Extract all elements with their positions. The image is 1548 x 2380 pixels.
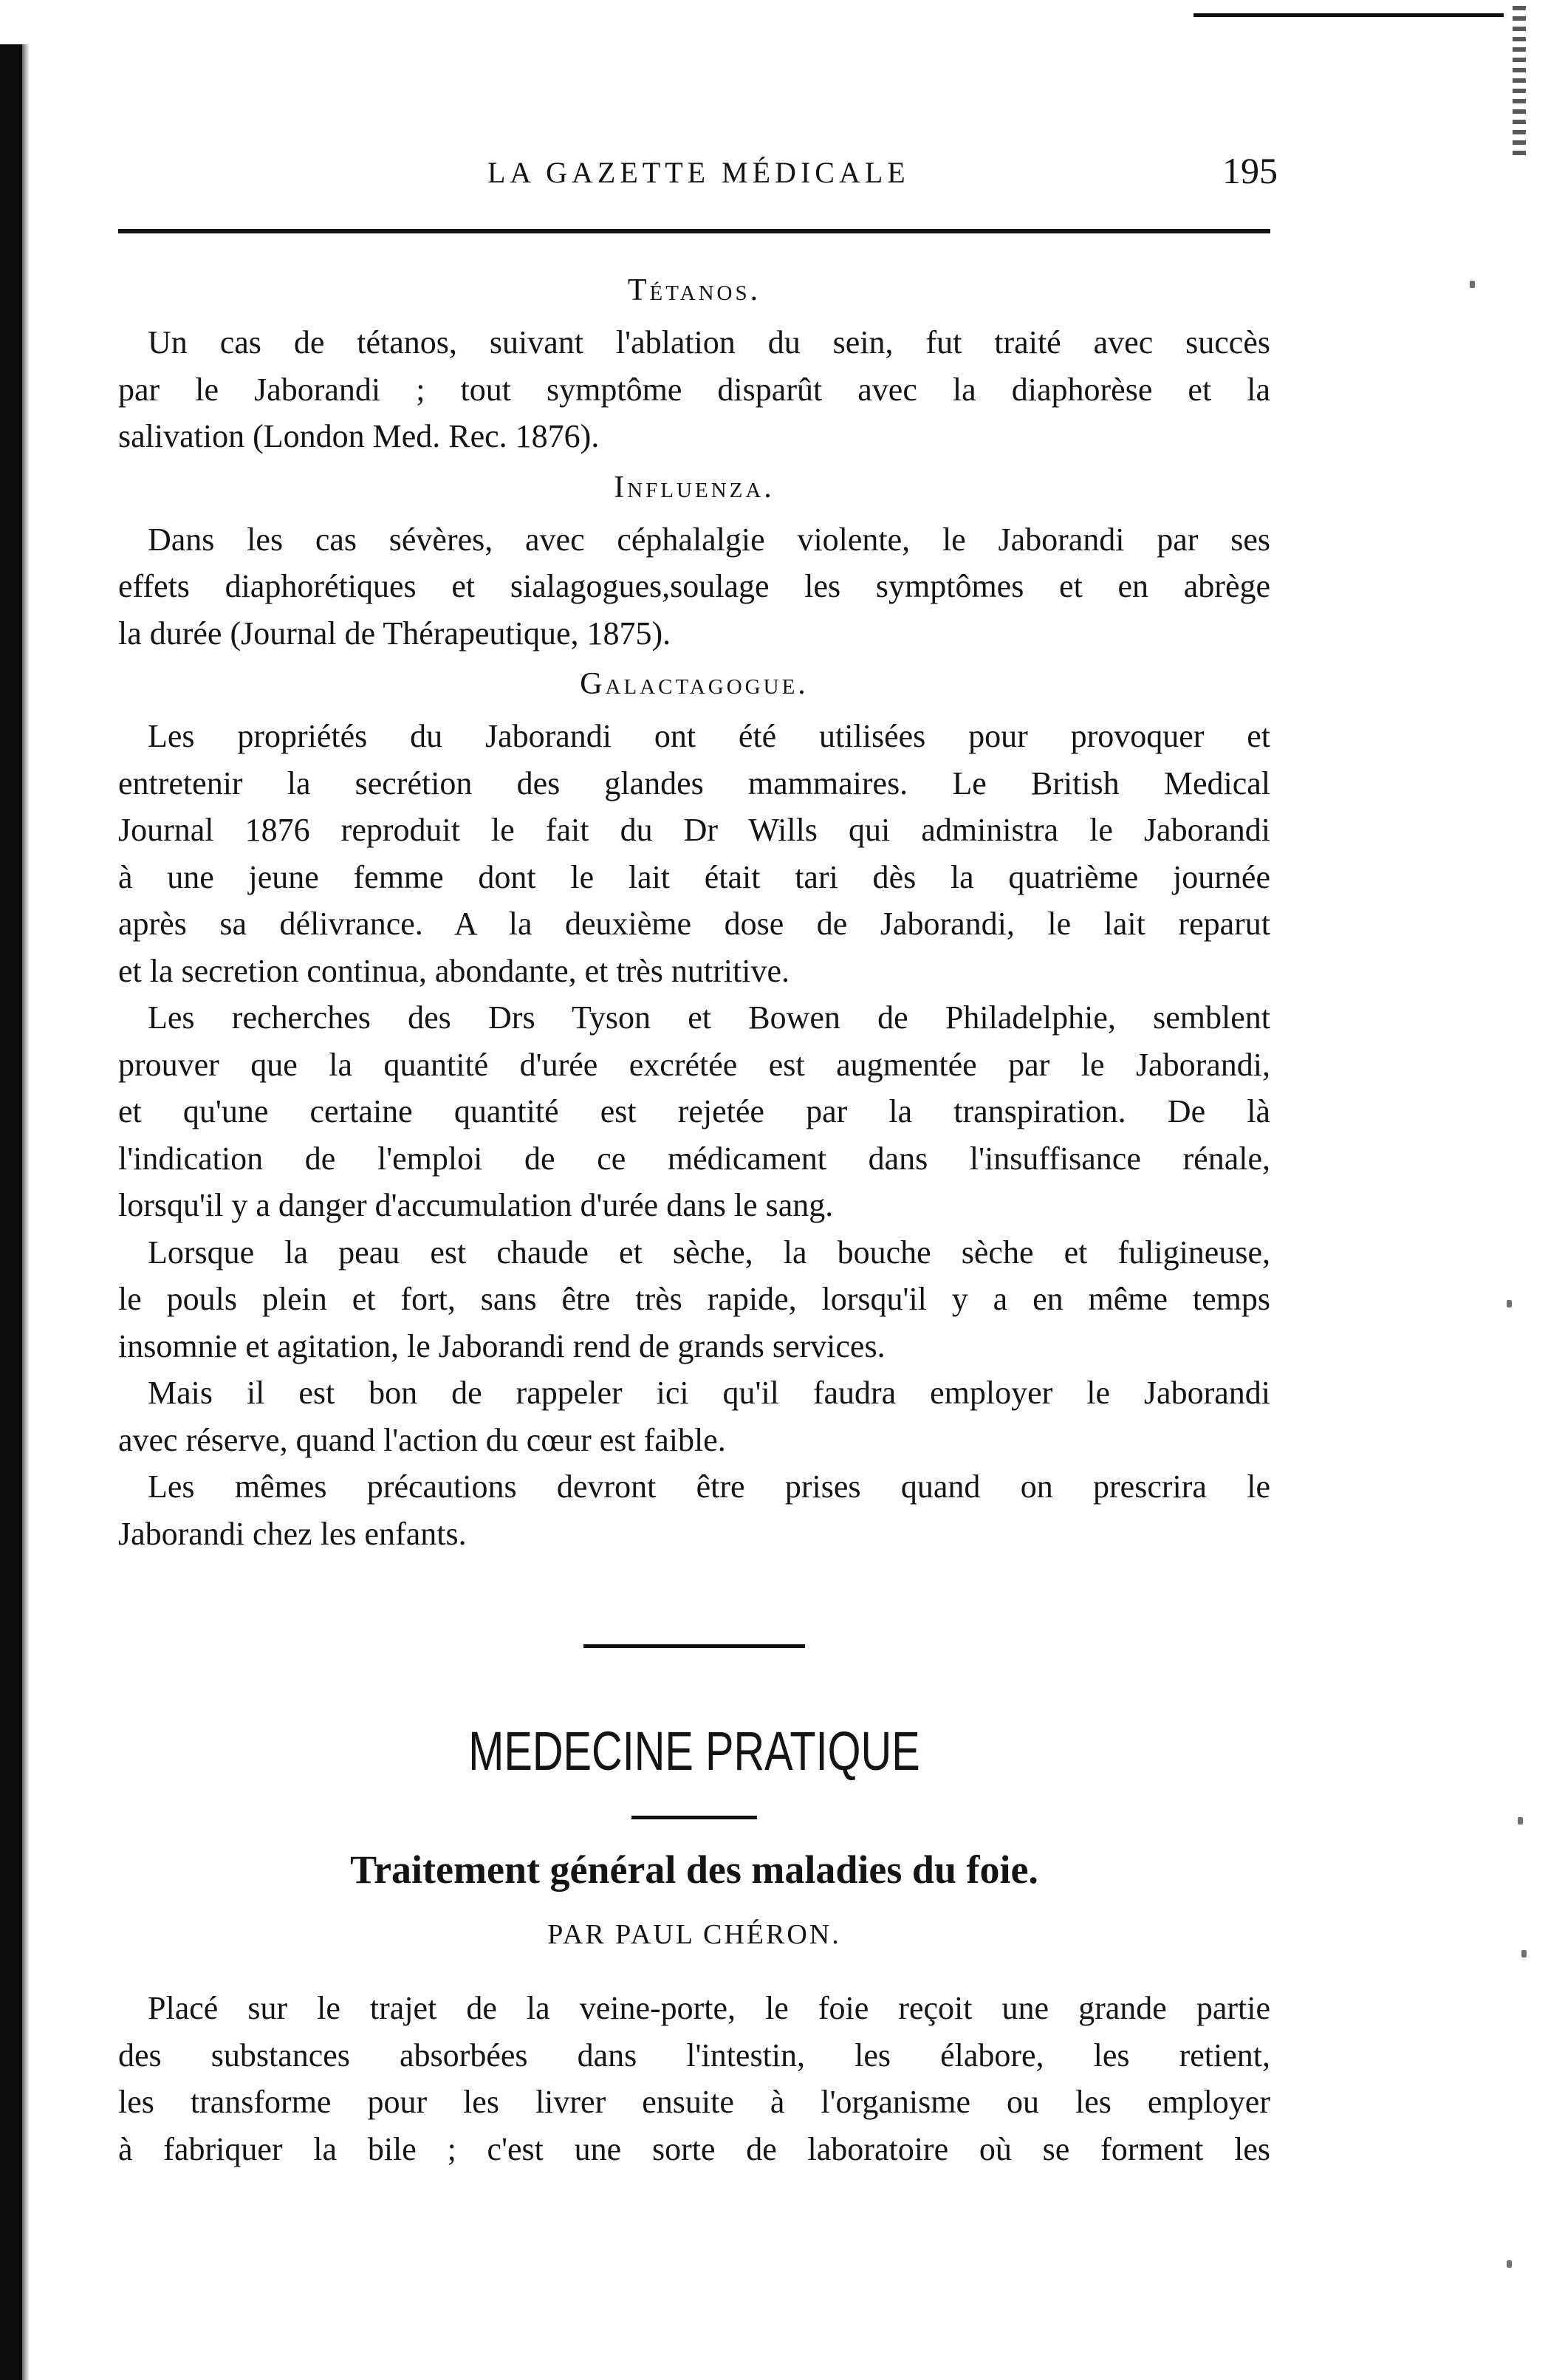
text-line: Un cas de tétanos, suivant l'ablation du sein, fut traité avec succès <box>148 324 1270 360</box>
title-separator <box>631 1816 757 1819</box>
text-line: Les mêmes précautions devront être prises quand on prescrira le <box>148 1468 1270 1505</box>
text-line: les transforme pour les livrer ensuite à l'organisme ou les employer <box>118 2084 1270 2120</box>
text-line: salivation (London Med. Rec. 1876). <box>118 418 600 454</box>
text-line: insomnie et agitation, le Jaborandi rend de grands services. <box>118 1327 886 1364</box>
text-line: par le Jaborandi ; tout symptôme disparût avec la diaphorèse et la <box>118 371 1270 408</box>
text-line: Les propriétés du Jaborandi ont été utilisées pour provoquer et <box>148 718 1270 754</box>
header-rule <box>118 229 1270 233</box>
article-byline: PAR PAUL CHÉRON. <box>547 1919 841 1950</box>
paragraph-foie <box>118 1985 1270 2172</box>
text-line: lorsqu'il y a danger d'accumulation d'urée dans le sang. <box>118 1187 834 1223</box>
article-title: Traitement général des maladies du foie. <box>350 1847 1038 1892</box>
paragraph-reserve <box>118 1369 1270 1463</box>
paragraph-enfants <box>118 1463 1270 1557</box>
paragraph-tetanos <box>118 319 1270 460</box>
text-line: Les recherches des Drs Tyson et Bowen de Philadelphie, semblent <box>148 999 1270 1036</box>
text-line: des substances absorbées dans l'intestin, les élabore, les retient, <box>118 2037 1270 2073</box>
journal-title: LA GAZETTE MÉDICALE <box>487 156 910 189</box>
section-heading-tetanos: Tétanos. <box>627 273 761 307</box>
scan-corner-mark <box>1513 6 1526 161</box>
text-column <box>118 263 1270 2172</box>
text-line: et qu'une certaine quantité est rejetée par la transpiration. De là <box>118 1093 1270 1129</box>
text-line: avec réserve, quand l'action du cœur est faible. <box>118 1421 726 1458</box>
text-line: entretenir la secrétion des glandes mammaires. Le British Medical <box>118 765 1270 801</box>
running-header <box>126 145 1278 204</box>
text-line: prouver que la quantité d'urée excrétée est augmentée par le Jaborandi, <box>118 1046 1270 1083</box>
paragraph-influenza <box>118 516 1270 657</box>
text-line: à fabriquer la bile ; c'est une sorte de laboratoire où se forment les <box>118 2130 1270 2167</box>
paragraph-peau-chaude <box>118 1229 1270 1370</box>
binding-edge <box>0 44 22 2380</box>
text-line: Placé sur le trajet de la veine-porte, le foie reçoit une grande partie <box>148 1990 1270 2026</box>
scan-speck <box>1507 2260 1512 2268</box>
scan-speck <box>1507 1300 1512 1307</box>
text-line: Lorsque la peau est chaude et sèche, la bouche sèche et fuligineuse, <box>148 1234 1270 1271</box>
page-number: 195 <box>1222 150 1278 191</box>
section-heading-influenza: Influenza. <box>614 470 775 505</box>
section-heading-galactagogue: Galactagogue. <box>580 667 809 701</box>
text-line: Journal 1876 reproduit le fait du Dr Wills qui administra le Jaborandi <box>118 812 1270 848</box>
scan-speck <box>1470 281 1475 288</box>
paragraph-galactagogue <box>118 713 1270 994</box>
corner-rule <box>1193 13 1504 17</box>
text-line: après sa délivrance. A la deuxième dose de Jaborandi, le lait reparut <box>118 906 1270 942</box>
text-line: Jaborandi chez les enfants. <box>118 1515 467 1552</box>
text-line: à une jeune femme dont le lait était tari dès la quatrième journée <box>118 858 1270 895</box>
text-line: effets diaphorétiques et sialagogues,soulage les symptômes et en abrège <box>118 568 1270 604</box>
text-line: le pouls plein et fort, sans être très rapide, lorsqu'il y a en même temps <box>118 1281 1270 1317</box>
text-line: la durée (Journal de Thérapeutique, 1875). <box>118 615 671 652</box>
binding-shadow <box>22 44 30 2380</box>
text-line: et la secretion continua, abondante, et très nutritive. <box>118 952 790 989</box>
section-title: MEDECINE PRATIQUE <box>468 1720 920 1782</box>
section-separator <box>583 1644 805 1648</box>
scan-speck <box>1521 1950 1527 1957</box>
text-line: Mais il est bon de rappeler ici qu'il faudra employer le Jaborandi <box>148 1375 1270 1411</box>
paragraph-tyson-bowen <box>118 994 1270 1229</box>
text-line: Dans les cas sévères, avec céphalalgie violente, le Jaborandi par ses <box>148 521 1270 558</box>
scan-speck <box>1518 1817 1523 1825</box>
text-line: l'indication de l'emploi de ce médicament dans l'insuffisance rénale, <box>118 1140 1270 1177</box>
